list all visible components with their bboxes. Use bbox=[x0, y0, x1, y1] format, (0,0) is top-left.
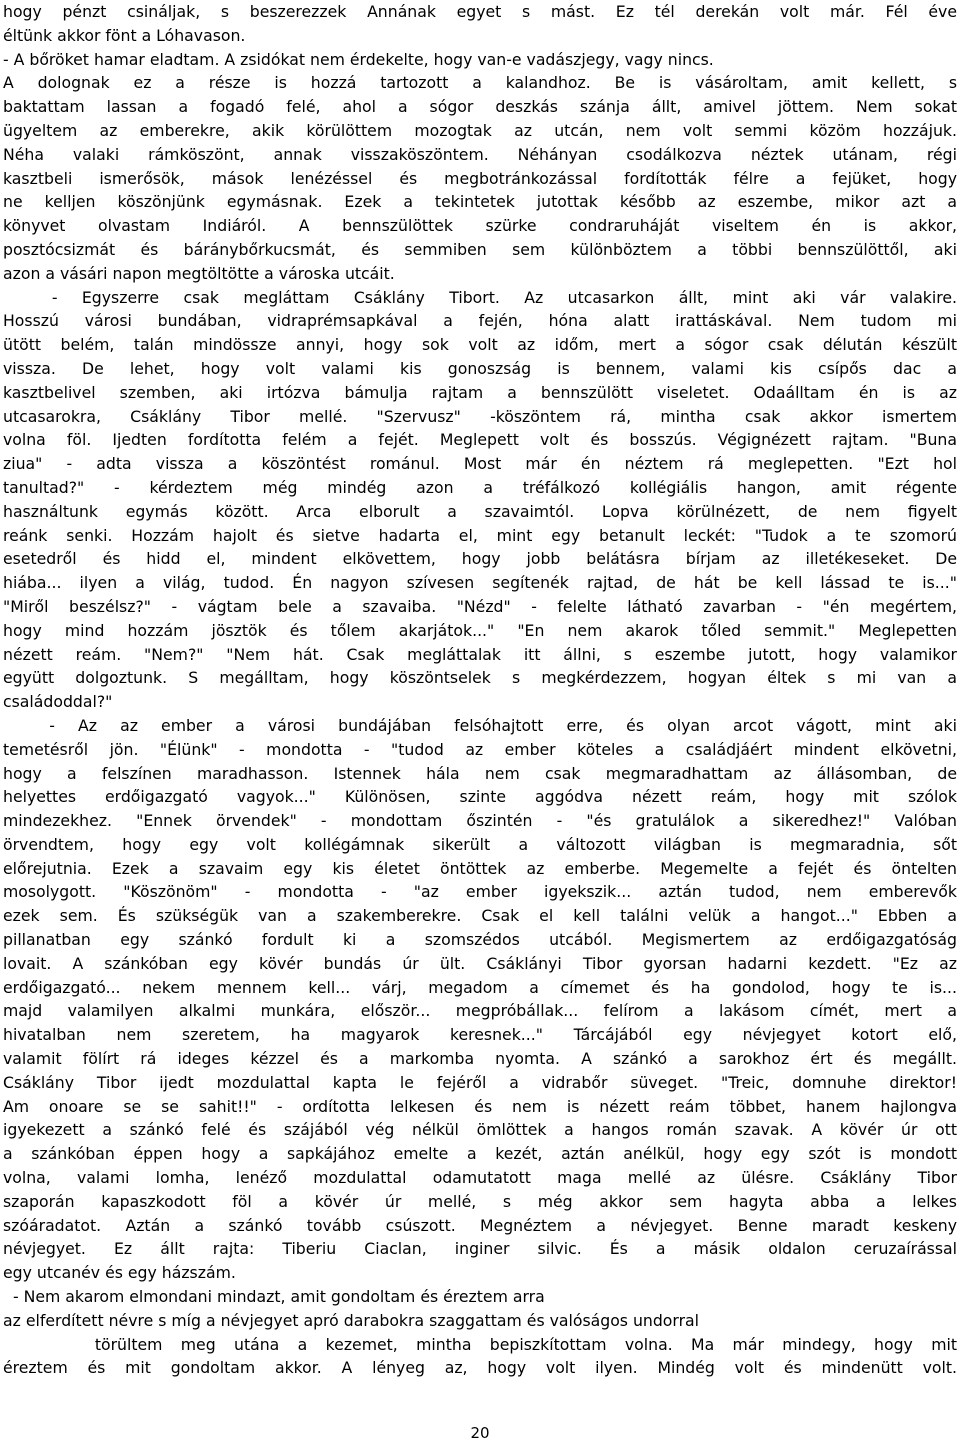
text-line: - Az az ember a városi bundájában felsóhajtott erre, és olyan arcot vágott, mint aki bbox=[3, 715, 957, 735]
text-line: temetésről jön. "Élünk" - mondotta - "tudod az ember köteles a családjáért mindent elkövetni, bbox=[3, 739, 957, 759]
text-line: hiába... ilyen a világ, tudod. Én nagyon szívesen segítenék rajtad, de hát be kell lássad te is..." bbox=[3, 573, 957, 593]
text-line: ezek sem. És szükségük van a szakemberekre. Csak el kell találni velük a hangot..." Ebben a bbox=[3, 906, 957, 926]
text-line: használtunk egymás között. Arca elborult a szavaimtól. Lopva körülnézett, de nem figyelt bbox=[3, 501, 957, 521]
text-line: hogy a felszínen maradhasson. Istennek hála nem csak megmaradhattam az állásomban, de bbox=[3, 763, 957, 783]
text-line: azon a vásári napon megtöltötte a városka utcáit. bbox=[3, 263, 395, 283]
text-line: kasztbeli ismerősök, mások lenézéssel és megbotránkozással fordították félre a fejüket, hogy bbox=[3, 168, 957, 188]
text-line: reánk senki. Hozzám hajolt és sietve hadarta el, mint egy betanult leckét: "Tudok a te szomorú bbox=[3, 525, 957, 545]
text-line: a szánkóban éppen hogy a sapkájához emelte a kezét, aztán anélkül, hogy egy szót is mondott bbox=[3, 1144, 957, 1164]
text-line: kasztbelivel szemben, aki irtózva bámulja rajtam a bennszülött viseletet. Odaálltam én is az bbox=[3, 382, 957, 402]
text-line: éreztem és mit gondoltam akkor. A lényeg az, hogy volt ilyen. Mindég volt és mindenütt volt. bbox=[3, 1358, 957, 1378]
text-line: hivatalban nem szeretem, ha magyarok keresnek..." Tárcájából egy névjegyet kotort elő, bbox=[3, 1025, 957, 1045]
text-line: majd valamilyen alkalmi munkára, először... megpróbállak... felírom a lakásom címét, mert a bbox=[3, 1001, 957, 1021]
text-line: - A bőröket hamar eladtam. A zsidókat nem érdekelte, hogy van-e vadászjegy, vagy nincs. bbox=[3, 49, 714, 69]
text-line: esetedről és hidd el, mindent elkövettem, hogy jobb belátásra bírjam az illetékeseket. De bbox=[3, 549, 957, 569]
text-line: ne kelljen köszönjünk egymásnak. Ezek a tekintetek jutottak később az eszembe, mikor azt a bbox=[3, 192, 957, 212]
text-line: "Miről beszélsz?" - vágtam bele a szavaiba. "Nézd" - felelte látható zavarban - "én megértem, bbox=[3, 596, 957, 616]
text-line: könyvet olvastam Indiáról. A bennszülöttek szürke condraruháját viseltem én is akkor, bbox=[3, 216, 957, 236]
text-line: erdőigazgató... nekem mennem kell... várj, megadom a címemet és ha gondolod, hogy te is... bbox=[3, 977, 957, 997]
text-line: mosolygott. "Köszönöm" - mondotta - "az ember igyekszik... aztán tudod, nem emberevők bbox=[3, 882, 957, 902]
text-line: A dolognak ez a része is hozzá tartozott a kalandhoz. Be is vásároltam, amit kellett, s bbox=[3, 73, 957, 93]
text-line: hogy pénzt csináljak, s beszerezzek Annának egyet s mást. Ez tél derekán volt már. Fél éve bbox=[3, 2, 957, 21]
text-line: az elferdített névre s míg a névjegyet apró darabokra szaggattam és valóságos undorral bbox=[3, 1310, 700, 1330]
text-line: igyekezett a szánkó felé és szájából vég nélkül ömlöttek a hangos román szavak. A kövér úr ott bbox=[3, 1120, 957, 1140]
text-line: éltünk akkor fönt a Lóhavason. bbox=[3, 25, 246, 45]
text-line: örvendtem, hogy egy volt kollégámnak sikerült a változott világban is megmaradnia, sőt bbox=[3, 834, 957, 854]
text-line: előrejutnia. Ezek a szavaim egy kis életet öntöttek az emberbe. Megemelte a fejét és öntelten bbox=[3, 858, 957, 878]
text-line: volna, valami lomha, lenéző mozdulattal odamutatott maga mellé az ülésre. Csáklány Tibor bbox=[3, 1168, 957, 1188]
text-line: együtt dolgoztunk. S megálltam, hogy köszöntselek s megkérdezzem, hogyan éltek s mi van a bbox=[3, 668, 957, 688]
text-line: mindezekhez. "Ennek örvendek" - mondottam őszintén - "és gratulálok a sikeredhez!" Valóban bbox=[3, 811, 957, 831]
text-line: tanultad?" - kérdeztem még mindég azon a tréfálkozó kollégiális hangon, amit régente bbox=[3, 477, 957, 497]
text-line: Csáklány Tibor ijedt mozdulattal kapta le fejéről a vidrabőr süveget. "Treic, domnuhe direktor! bbox=[3, 1072, 957, 1092]
text-line: névjegyet. Ez állt rajta: Tiberiu Ciaclan, inginer silvic. És a másik oldalon ceruzaírással bbox=[3, 1239, 957, 1259]
text-line: utcasarokra, Csáklány Tibor mellé. "Szervusz" -köszöntem rá, mintha csak akkor ismertem bbox=[3, 406, 957, 426]
body-text bbox=[3, 0, 957, 1380]
text-line: lovait. A szánkóban egy kövér bundás úr ült. Csáklányi Tibor gyorsan hadarni kezdett. "Ez az bbox=[3, 953, 957, 973]
text-line: ütött belém, talán mindössze annyi, hogy sok volt az időm, mert a sógor csak délután készült bbox=[3, 335, 957, 355]
text-line: baktattam lassan a fogadó felé, ahol a sógor deszkás szánja állt, amivel jöttem. Nem sokat bbox=[3, 97, 957, 117]
text-line: valamit fölírt rá ideges kézzel és a markomba nyomta. A szánkó a sarokhoz ért és megállt. bbox=[3, 1049, 957, 1069]
page-number: 20 bbox=[470, 1424, 490, 1442]
text-line: posztócsizmát és báránybőrkucsmát, és semmiben sem különböztem a többi bennszülöttől, aki bbox=[3, 239, 957, 259]
text-line: vissza. De lehet, hogy volt valami kis gonoszság is bennem, valami kis csípős dac a bbox=[3, 358, 957, 378]
text-line: ügyeltem az emberekre, akik körülöttem mozogtak az utcán, nem volt semmi közöm hozzájuk. bbox=[3, 120, 957, 140]
text-line: ziua" - adta vissza a köszöntést románul. Most már én néztem rá meglepetten. "Ezt hol bbox=[3, 454, 957, 474]
text-line: nézett reám. "Nem?" "Nem hát. Csak megláttalak itt állni, s eszembe jutott, hogy valamikor bbox=[3, 644, 957, 664]
text-line: hogy mind hozzám jösztök és tőlem akarjátok..." "En nem akarok tőled semmit." Meglepetten bbox=[3, 620, 957, 640]
text-line: Am onoare se se sahit!!" - ordította lelkesen és nem is nézett reám többet, hanem hajlongva bbox=[3, 1096, 957, 1116]
text-line: pillanatban egy szánkó fordult ki a szomszédos utcából. Megismertem az erdőigazgatóság bbox=[3, 930, 957, 950]
text-line: - Nem akarom elmondani mindazt, amit gondoltam és éreztem arra bbox=[3, 1287, 545, 1307]
text-line: Hosszú városi bundában, vidraprémsapkával a fején, hóna alatt irattáskával. Nem tudom mi bbox=[3, 311, 957, 331]
text-line: szóáradatot. Aztán a szánkó tovább csúszott. Megnéztem a névjegyet. Benne maradt keskeny bbox=[3, 1215, 957, 1235]
text-line: - Egyszerre csak megláttam Csáklány Tibort. Az utcasarkon állt, mint aki vár valakire. bbox=[3, 287, 957, 307]
text-line: szaporán kapaszkodott föl a kövér úr mellé, s még akkor sem hagyta abba a lelkes bbox=[3, 1191, 957, 1211]
text-line: törültem meg utána a kezemet, mintha bepiszkítottam volna. Ma már mindegy, hogy mit bbox=[3, 1334, 957, 1354]
text-line: Néha valaki rámköszönt, annak visszaköszöntem. Néhányan csodálkozva néztek utánam, régi bbox=[3, 144, 957, 164]
text-line: családoddal?" bbox=[3, 692, 113, 712]
text-line: helyettes erdőigazgató vagyok..." Különösen, szinte aggódva nézett reám, hogy mit szólok bbox=[3, 787, 957, 807]
text-line: volna föl. Ijedten fordította felém a fejét. Meglepett volt és bosszús. Végignézett rajtam. "Buna bbox=[3, 430, 957, 450]
text-line: egy utcanév és egy házszám. bbox=[3, 1263, 236, 1283]
